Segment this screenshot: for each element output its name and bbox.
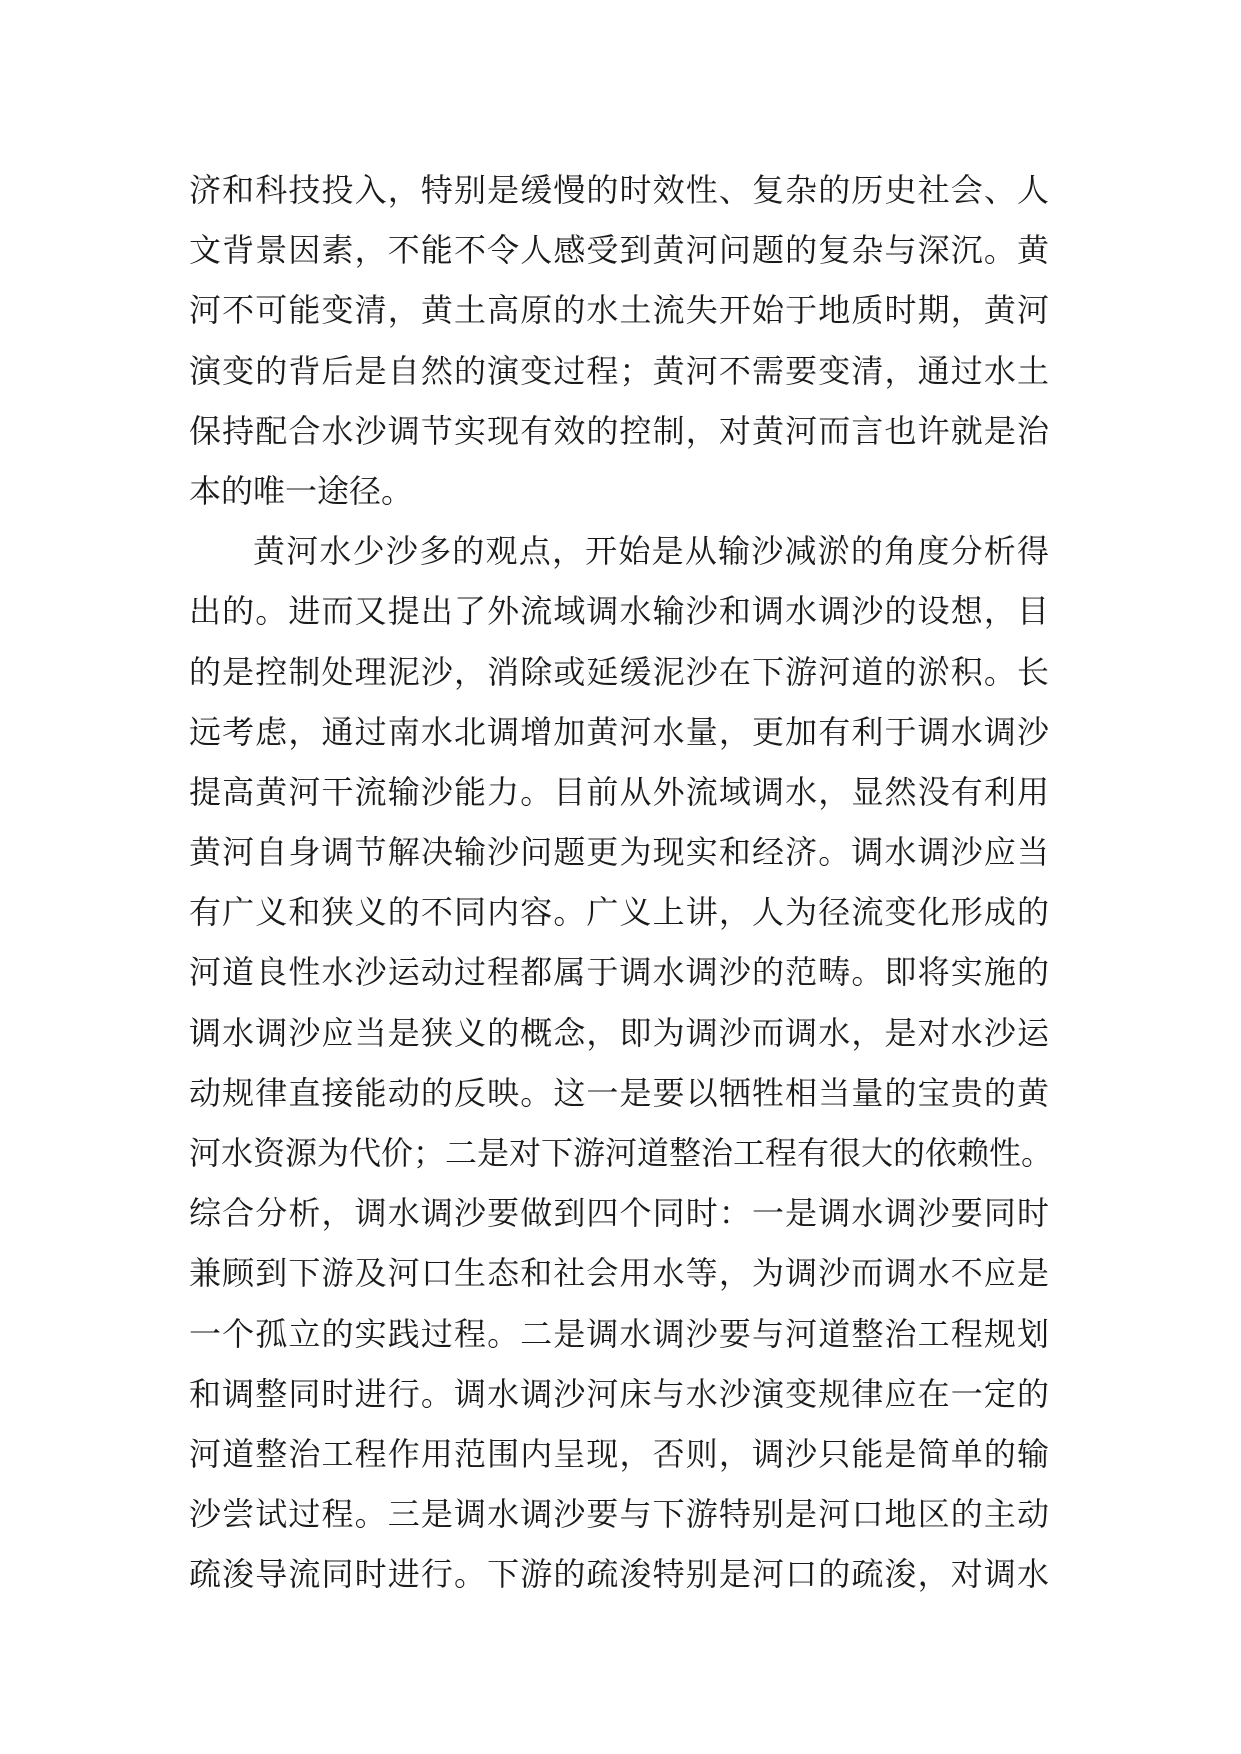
text-line: 出的。进而又提出了外流域调水输沙和调水调沙的设想，目 xyxy=(189,592,1049,631)
text-line: 的是控制处理泥沙，消除或延缓泥沙在下游河道的淤积。长 xyxy=(189,652,1049,691)
text-line: 河不可能变清，黄土高原的水土流失开始于地质时期，黄河 xyxy=(189,291,1049,330)
text-line: 黄河自身调节解决输沙问题更为现实和经济。调水调沙应当 xyxy=(189,833,1049,872)
text-line: 河道整治工程作用范围内呈现，否则，调沙只能是简单的输 xyxy=(189,1434,1049,1473)
text-line: 动规律直接能动的反映。这一是要以牺牲相当量的宝贵的黄 xyxy=(189,1073,1049,1112)
text-line: 远考虑，通过南水北调增加黄河水量，更加有利于调水调沙 xyxy=(189,712,1049,751)
body-text xyxy=(189,160,1054,1605)
text-line: 一个孤立的实践过程。二是调水调沙要与河道整治工程规划 xyxy=(189,1314,1049,1353)
text-line: 演变的背后是自然的演变过程；黄河不需要变清，通过水土 xyxy=(189,351,1049,390)
text-line: 兼顾到下游及河口生态和社会用水等，为调沙而调水不应是 xyxy=(189,1254,1049,1293)
text-line: 沙尝试过程。三是调水调沙要与下游特别是河口地区的主动 xyxy=(189,1495,1049,1534)
text-line: 提高黄河干流输沙能力。目前从外流域调水，显然没有利用 xyxy=(189,772,1049,811)
text-line: 调水调沙应当是狭义的概念，即为调沙而调水，是对水沙运 xyxy=(189,1013,1049,1052)
text-line: 综合分析，调水调沙要做到四个同时：一是调水调沙要同时 xyxy=(189,1194,1049,1233)
text-line: 黄河水少沙多的观点，开始是从输沙减淤的角度分析得 xyxy=(253,532,1049,571)
text-line: 文背景因素，不能不令人感受到黄河问题的复杂与深沉。黄 xyxy=(189,231,1049,270)
text-line: 本的唯一途径。 xyxy=(189,471,414,510)
text-line: 河道良性水沙运动过程都属于调水调沙的范畴。即将实施的 xyxy=(189,953,1049,992)
text-line: 有广义和狭义的不同内容。广义上讲，人为径流变化形成的 xyxy=(189,893,1049,932)
text-line: 和调整同时进行。调水调沙河床与水沙演变规律应在一定的 xyxy=(189,1374,1049,1413)
text-line: 济和科技投入，特别是缓慢的时效性、复杂的历史社会、人 xyxy=(189,171,1049,209)
text-line: 河水资源为代价；二是对下游河道整治工程有很大的依赖性。 xyxy=(189,1134,1054,1172)
text-line: 疏浚导流同时进行。下游的疏浚特别是河口的疏浚，对调水 xyxy=(189,1555,1049,1594)
text-line: 保持配合水沙调节实现有效的控制，对黄河而言也许就是治 xyxy=(189,411,1049,450)
